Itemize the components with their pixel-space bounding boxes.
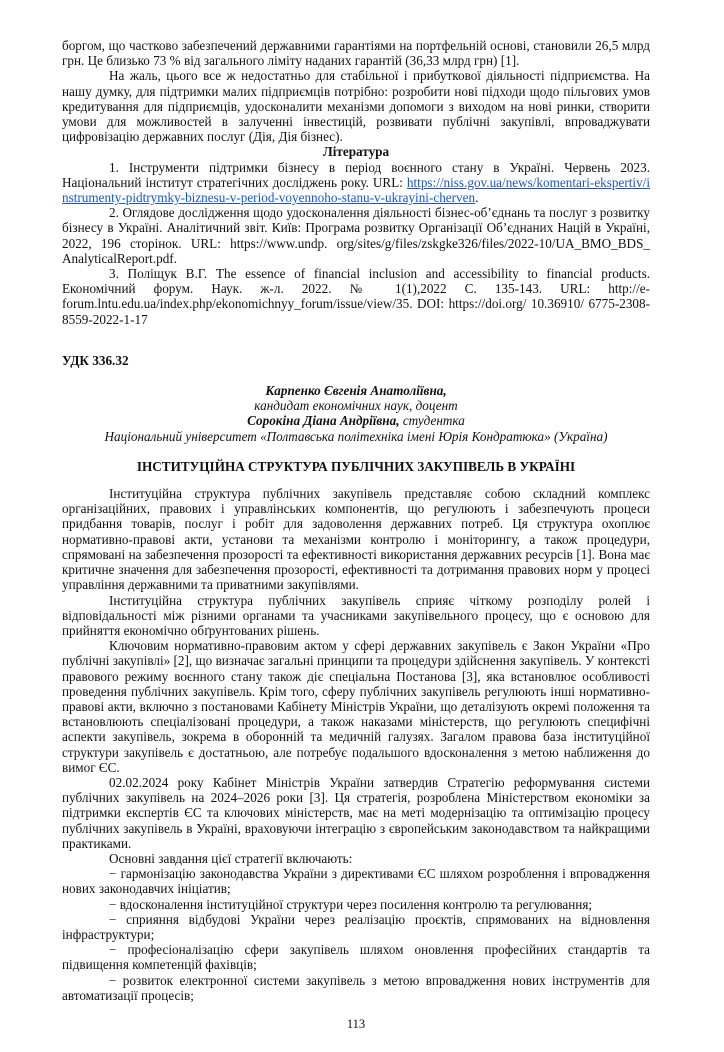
- article-title: ІНСТИТУЦІЙНА СТРУКТУРА ПУБЛІЧНИХ ЗАКУПІВЕЛЬ В УКРАЇНІ: [136, 458, 576, 474]
- previous-article-ending: [62, 38, 650, 327]
- paragraph: Основні завдання цієї стратегії включають:: [109, 850, 353, 866]
- paragraph: боргом, що частково забезпечений державними гарантіями на портфельній основі, становили 26,5 млрд грн. Це близько 73 % від загального ліміту наданих гарантій (36,33 млрд грн) [1].: [62, 38, 650, 69]
- list-item: − сприяння відбудові України через реалізацію проєктів, спрямованих на відновлення інфраструктури;: [62, 911, 650, 942]
- list-item: − розвиток електронної системи закупівель з метою впровадження нових інструментів для автоматизації процесів;: [62, 972, 650, 1003]
- paragraph: На жаль, цього все ж недостатньо для стабільної і прибуткової діяльності підприємства. На нашу думку, для підтримки малих підприємців потрібно: розробити нові підходи щодо пільгових умов кредитування для підприємців, удосконалити механізми допомоги з виходом на нові ринки, створити умови для можливостей в залученні інвестицій, розвивати публічні закупівлі, впроваджувати цифровізацію державних послуг (Дія, Дія бізнес).: [62, 68, 650, 145]
- reference-link[interactable]: https://niss.gov.ua/news/komentari-ekspertiv/instrumenty-pidtrymky-biznesu-v-period-voyennoho-stanu-v-ukrayini-cherven: [62, 174, 650, 206]
- author-1-name: Карпенко Євгенія Анатоліївна,: [265, 383, 447, 399]
- author-2-name: Сорокіна Діана Андріївна,: [247, 413, 400, 429]
- reference-item: [62, 160, 650, 206]
- reference-text: 1. Інструменти підтримки бізнесу в період воєнного стану в Україні. Червень 2023. Національний інститут стратегічних досліджень року. URL:: [62, 159, 650, 190]
- paragraph: Інституційна структура публічних закупівель сприяє чіткому розподілу ролей і відповідальності між різними органами та учасниками закупівельного процесу, що є основою для прийняття економічно обґрунтованих рішень.: [62, 592, 650, 638]
- article-body: [62, 486, 650, 1003]
- list-item: − вдосконалення інституційної структури через посилення контролю та регулювання;: [109, 896, 593, 912]
- affiliation: Національний університет «Полтавська політехніка імені Юрія Кондратюка» (Україна): [104, 428, 608, 444]
- paragraph: Інституційна структура публічних закупівель представляє собою складний комплекс організаційних, правових і управлінських компонентів, що регулюють і забезпечують процеси придбання товарів, послуг і робіт для задоволення державних потреб. Ця структура охоплює нормативно-правові акти, установи та механізми контролю і моніторингу, а також процедури, спрямовані на забезпечення прозорості та ефективності використання державних ресурсів [1]. Вона має критичне значення для забезпечення прозорості, ефективності та дотримання правових норм у процесі управління державними та приватними закупівлями.: [62, 486, 650, 593]
- list-item: − гармонізацію законодавства України з директивами ЄС шляхом розроблення і впровадження нових законодавчих ініціатив;: [62, 866, 650, 897]
- author-2-title: студентка: [402, 413, 465, 429]
- page-number: 113: [346, 1016, 366, 1031]
- reference-item: 3. Поліщук В.Г. The essence of financial inclusion and accessibility to financial products. Економічний форум. Наук. ж-л. 2022. № 1(1),2022 С. 135-143. URL: http://e-forum.lntu.edu.ua/index.php/ekonomichnyy_forum/issue/view/35. DOI: https://doi.org/ 10.36910/ 6775-2308-8559-2022-1-17: [62, 266, 650, 327]
- reference-tail: .: [475, 190, 479, 206]
- udk-code: УДК 336.32: [62, 352, 129, 368]
- author-1-title: кандидат економічних наук, доцент: [254, 398, 458, 414]
- references-heading: Література: [322, 144, 390, 160]
- author-2: [62, 413, 650, 428]
- list-item: − професіоналізацію сфери закупівель шляхом оновлення професійних стандартів та підвищення компетенцій фахівців;: [62, 942, 650, 973]
- paragraph: Ключовим нормативно-правовим актом у сфері державних закупівель є Закон України «Про публічні закупівлі» [2], що визначає загальні принципи та процедури здійснення закупівель. У контексті правового режиму воєнного стану також діє спеціальна Постанова [3], яка встановлює особливості проведення публічних закупівель. Крім того, сферу публічних закупівель регулюють інші нормативно-правові акти, включно з постановами Кабінету Міністрів України, що деталізують окремі положення та встановлюють спеціалізовані процедури, а також наказами міністерств, що регулюють специфічні аспекти закупівель, зокрема в оборонній та медичній галузях. Загалом правова база інституційної структури закупівель є достатньою, але потребує подальшого вдосконалення з метою наближення до вимог ЄС.: [62, 638, 650, 775]
- reference-item: 2. Оглядове дослідження щодо удосконалення діяльності бізнес-об’єднань та послуг з розвитку бізнесу в Україні. Аналітичний звіт. Київ: Програма розвитку Організації Об’єднаних Націй в Україні, 2022, 196 сторінок. URL: https://www.undp. org/sites/g/files/zskgke326/files/2022-10/UA_BMO_BDS_ AnalyticalReport.pdf.: [62, 205, 650, 266]
- author-1: [62, 383, 650, 398]
- article-header: [62, 353, 650, 474]
- paragraph: 02.02.2024 року Кабінет Міністрів України затвердив Стратегію реформування системи публічних закупівель на 2024–2026 роки [3]. Ця стратегія, розроблена Міністерством економіки за підтримки експертів ЄС та ключових міністерств, має на меті модернізацію та оптимізацію процесу публічних закупівель в Україні, враховуючи інтеграцію з європейським законодавством та найкращими практиками.: [62, 774, 650, 851]
